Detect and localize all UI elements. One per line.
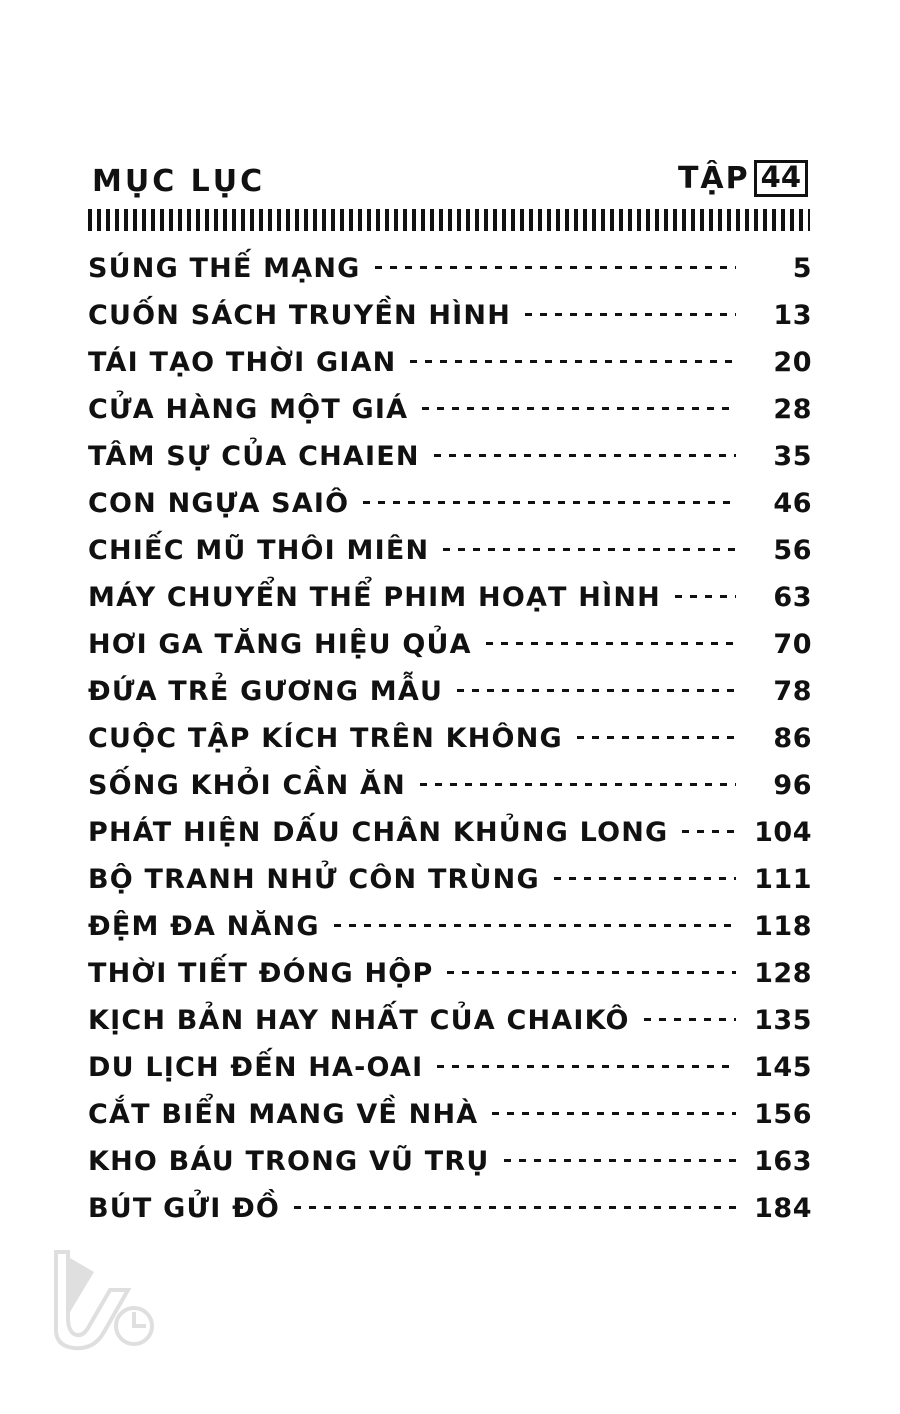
list-item[interactable] [88, 817, 812, 864]
toc-entry-page: 78 [773, 676, 812, 707]
list-item[interactable] [88, 911, 812, 958]
leader-dots [410, 360, 736, 363]
list-item[interactable] [88, 535, 812, 582]
toc-entry-title: THỜI TIẾT ĐÓNG HỘP [88, 958, 434, 989]
toc-entry-page: 128 [754, 958, 812, 989]
leader-dots [420, 783, 736, 786]
volume-number: 44 [754, 160, 808, 197]
decorative-divider [88, 209, 810, 231]
toc-entry-title: CUỘC TẬP KÍCH TRÊN KHÔNG [88, 723, 563, 754]
list-item[interactable] [88, 864, 812, 911]
toc-entry-page: 156 [754, 1099, 812, 1130]
toc-entry-page: 13 [773, 300, 812, 331]
toc-entry-title: ĐỨA TRẺ GƯƠNG MẪU [88, 676, 444, 707]
toc-entry-page: 111 [754, 864, 812, 895]
list-item[interactable] [88, 676, 812, 723]
leader-dots [294, 1206, 736, 1209]
leader-dots [554, 877, 736, 880]
toc-entry-page: 20 [773, 347, 812, 378]
page-title: MỤC LỤC [92, 164, 266, 199]
list-item[interactable] [88, 629, 812, 676]
leader-dots [363, 501, 736, 504]
toc-entry-page: 5 [792, 253, 812, 284]
leader-dots [504, 1159, 736, 1162]
toc-entry-page: 184 [754, 1193, 812, 1224]
list-item[interactable] [88, 582, 812, 629]
toc-entry-title: HƠI GA TĂNG HIỆU QỦA [88, 629, 472, 660]
toc-entry-page: 135 [754, 1005, 812, 1036]
list-item[interactable] [88, 1099, 812, 1146]
toc-entry-page: 63 [773, 582, 812, 613]
toc-entry-page: 70 [773, 629, 812, 660]
toc-entry-title: BÚT GỬI ĐỒ [88, 1193, 281, 1224]
leader-dots [437, 1065, 736, 1068]
leader-dots [434, 454, 736, 457]
table-of-contents [88, 253, 812, 1240]
leader-dots [644, 1018, 736, 1021]
list-item[interactable] [88, 1052, 812, 1099]
toc-entry-title: SÚNG THẾ MẠNG [88, 253, 361, 284]
toc-entry-title: CẮT BIỂN MANG VỀ NHÀ [88, 1099, 479, 1130]
leader-dots [334, 924, 736, 927]
list-item[interactable] [88, 1193, 812, 1240]
toc-entry-page: 35 [773, 441, 812, 472]
toc-entry-page: 163 [754, 1146, 812, 1177]
toc-entry-title: MÁY CHUYỂN THỂ PHIM HOẠT HÌNH [88, 582, 661, 613]
toc-entry-title: KỊCH BẢN HAY NHẤT CỦA CHAIKÔ [88, 1005, 630, 1036]
leader-dots [422, 407, 736, 410]
list-item[interactable] [88, 1005, 812, 1052]
toc-entry-title: TÂM SỰ CỦA CHAIEN [88, 441, 420, 472]
list-item[interactable] [88, 347, 812, 394]
toc-entry-page: 118 [754, 911, 812, 942]
volume-label: TẬP [677, 160, 750, 196]
leader-dots [577, 736, 736, 739]
leader-dots [525, 313, 736, 316]
list-item[interactable] [88, 723, 812, 770]
toc-entry-title: SỐNG KHỎI CẦN ĂN [88, 770, 406, 801]
contents-block [88, 160, 812, 1240]
toc-entry-title: ĐỆM ĐA NĂNG [88, 911, 320, 942]
leader-dots [682, 830, 736, 833]
toc-entry-title: CỬA HÀNG MỘT GIÁ [88, 394, 409, 425]
toc-entry-title: PHÁT HIỆN DẤU CHÂN KHỦNG LONG [88, 817, 669, 848]
leader-dots [375, 266, 736, 269]
list-item[interactable] [88, 394, 812, 441]
list-item[interactable] [88, 488, 812, 535]
leader-dots [443, 548, 736, 551]
toc-entry-page: 96 [773, 770, 812, 801]
toc-entry-title: KHO BÁU TRONG VŨ TRỤ [88, 1146, 490, 1177]
toc-entry-page: 145 [754, 1052, 812, 1083]
list-item[interactable] [88, 958, 812, 1005]
list-item[interactable] [88, 441, 812, 488]
toc-entry-title: BỘ TRANH NHỬ CÔN TRÙNG [88, 864, 540, 895]
list-item[interactable] [88, 770, 812, 817]
toc-entry-title: CON NGỰA SAIÔ [88, 488, 350, 519]
leader-dots [457, 689, 736, 692]
toc-entry-title: DU LỊCH ĐẾN HA-OAI [88, 1052, 424, 1083]
toc-entry-page: 46 [773, 488, 812, 519]
contents-header [88, 160, 812, 197]
toc-entry-page: 104 [754, 817, 812, 848]
leader-dots [447, 971, 736, 974]
toc-entry-page: 28 [773, 394, 812, 425]
leader-dots [492, 1112, 736, 1115]
list-item[interactable] [88, 1146, 812, 1193]
leader-dots [675, 595, 736, 598]
toc-entry-page: 56 [773, 535, 812, 566]
list-item[interactable] [88, 253, 812, 300]
leader-dots [486, 642, 736, 645]
toc-entry-title: CUỐN SÁCH TRUYỀN HÌNH [88, 300, 512, 331]
volume-indicator [678, 160, 808, 197]
publisher-logo-watermark [48, 1246, 158, 1354]
toc-entry-title: TÁI TẠO THỜI GIAN [88, 347, 397, 378]
toc-entry-title: CHIẾC MŨ THÔI MIÊN [88, 535, 430, 566]
list-item[interactable] [88, 300, 812, 347]
toc-entry-page: 86 [773, 723, 812, 754]
